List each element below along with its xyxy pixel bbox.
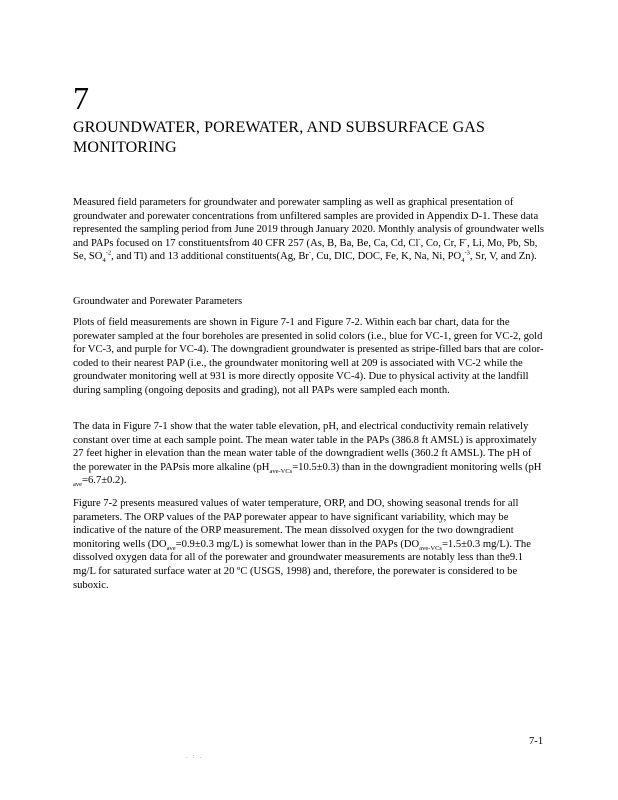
subscript: ave-VCs xyxy=(419,544,442,552)
paragraph-text: =10.5±0.3) than in the downgradient monitoring wells (pH xyxy=(292,461,542,473)
intro-text: , and Tl) and 13 additional constituents(Ag, Br xyxy=(111,251,309,263)
intro-text: Measured field parameters for groundwater and porewater sampling as well as graphical presentation of groundwater and porewater concentrations from unfiltered samples are provided in Appendix D-1. These data represented the sampling period from June 2019 through January 2020. Monthly analysis of groundwater wells and PAPs focused on 17 constituentsfrom 40 CFR 257 (As, B, Ba, Be, Ca, Cd, Cl xyxy=(73,197,545,249)
subscript: 4 xyxy=(102,257,106,265)
paragraph-text: =0.9±0.3 mg/L) is somewhat lower than in the PAPs (DO xyxy=(175,538,420,550)
superscript: - xyxy=(464,236,468,244)
page-number: 7-1 xyxy=(529,736,544,747)
subscript: ave-VCs xyxy=(269,467,293,475)
chapter-number: 7 xyxy=(73,80,89,116)
superscript: -2 xyxy=(105,249,112,257)
paragraph-text: Figure 7-2 presents measured values of water temperature, ORP, and DO, showing seasonal trends for all parameters. The ORP values of the PAP porewater appear to have significant variability, which may be indicative of the nature of the ORP measurement. The mean dissolved oxygen for the two downgradient monitoring wells (DO xyxy=(73,498,519,550)
paragraph-text: The data in Figure 7-1 show that the water table elevation, pH, and electrical conductivity remain relatively constant over time at each sample point. The mean water table in the PAPs (386.8 ft AMSL) is approximately 27 feet higher in elevation than the mean water table of the downgradient wells (360.2 ft AMSL). The pH of the porewater in the PAPsis more alkaline (pH xyxy=(73,421,537,473)
intro-text: , Co, Cr, F xyxy=(420,237,465,249)
paragraph-text: =6.7±0.2). xyxy=(82,475,127,487)
intro-text: , Cu, DIC, DOC, Fe, K, Na, Ni, PO xyxy=(311,251,462,263)
intro-text: , Sr, V, and Zn). xyxy=(469,251,537,263)
subscript: ave xyxy=(166,544,176,552)
stray-marks: . : . xyxy=(186,754,204,760)
subscript: 4 xyxy=(461,257,465,265)
intro-text: , Li, Mo, Pb, Sb, Se, SO xyxy=(73,237,538,263)
section-subheading: Groundwater and Porewater Parameters xyxy=(73,296,243,307)
paragraph-field-plots: Plots of field measurements are shown in Figure 7-1 and Figure 7-2. Within each bar chart, data for the porewater sampled at the four boreholes are presented in solid colors (i.e., blue for VC-1, green for VC-2, gold for VC-3, and purple for VC-4). The downgradient groundwater is presented as stripe-filled bars that are color-coded to their nearest PAP (i.e., the groundwater monitoring well at 209 is associated with VC-2 while the groundwater monitoring well at 931 is more directly opposite VC-4). Due to physical activity at the landfill during sampling (ongoing deposits and grading), not all PAPs were sampled each month. xyxy=(73,317,544,396)
superscript: - xyxy=(418,236,421,244)
paragraph-text: =1.5±0.3 mg/L). The dissolved oxygen data for all of the porewater and groundwater measurements are notably less than the9.1 mg/L for saturated surface water at 20 ºC (USGS, 1998) and, therefore, the porewater is considered to be suboxic. xyxy=(73,538,531,591)
chapter-title: GROUNDWATER, POREWATER, AND SUBSURFACE GAS MONITORING xyxy=(73,119,485,156)
superscript: - xyxy=(308,249,312,257)
intro-paragraph xyxy=(73,196,545,264)
paragraph-water-table-ph xyxy=(73,420,545,488)
superscript: -3 xyxy=(464,249,470,257)
subscript: ave xyxy=(73,481,83,489)
paragraph-temperature-orp-do xyxy=(73,497,545,592)
